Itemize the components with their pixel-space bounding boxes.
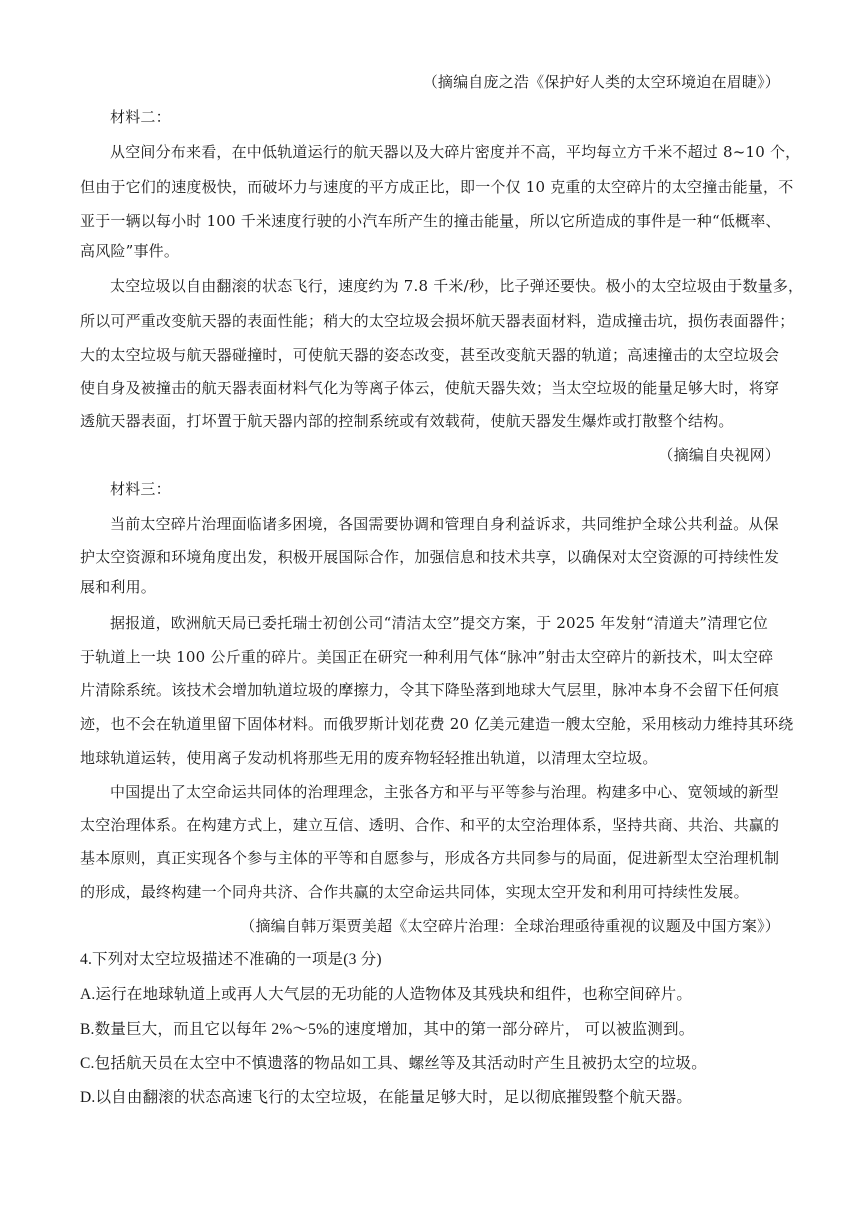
text-line: 当前太空碎片治理面临诸多困境，各国需要协调和管理自身利益诉求，共同维护全球公共利益。从保 bbox=[110, 515, 779, 533]
text-line: 地球轨道运转，使用离子发动机将那些无用的废弃物轻轻推出轨道，以清理太空垃圾。 bbox=[80, 749, 658, 767]
text-line: 所以可严重改变航天器的表面性能；稍大的太空垃圾会损坏航天器表面材料，造成撞击坑，损伤表面器件； bbox=[80, 312, 795, 330]
source-citation-2: （摘编自央视网） bbox=[658, 446, 780, 464]
text-line: 护太空资源和环境角度出发，积极开展国际合作，加强信息和技术共享，以确保对太空资源的可持续性发 bbox=[80, 548, 780, 566]
option-d: D.以自由翻滚的状态高速飞行的太空垃圾，在能量足够大时，足以彻底摧毁整个航天器。 bbox=[80, 1089, 693, 1106]
text-line: 使自身及被撞击的航天器表面材料气化为等离子体云，使航天器失效；当太空垃圾的能量足够大时，将穿 bbox=[80, 379, 780, 397]
question-stem: 4.下列对太空垃圾描述不准确的一项是(3 分) bbox=[80, 951, 382, 968]
text-line: 展和利用。 bbox=[80, 578, 157, 596]
text-line: 基本原则，真正实现各个参与主体的平等和自愿参与，形成各方共同参与的局面，促进新型太空治理机制 bbox=[80, 849, 780, 867]
source-citation-1: （摘编自庞之浩《保护好人类的太空环境迫在眉睫》） bbox=[422, 73, 780, 91]
text-line: 太空垃圾以自由翻滚的状态飞行，速度约为 7.8 千米/秒，比子弹还要快。极小的太空垃圾由于数量多， bbox=[110, 277, 804, 295]
text-line: 从空间分布来看，在中低轨道运行的航天器以及大碎片密度并不高，平均每立方千米不超过 8~10 个， bbox=[110, 143, 801, 161]
text-line: 但由于它们的速度极快，而破坏力与速度的平方成正比，即一个仅 10 克重的太空碎片的太空撞击能量，不 bbox=[80, 178, 794, 196]
text-line: 迹，也不会在轨道里留下固体材料。而俄罗斯计划花费 20 亿美元建造一艘太空舱，采用核动力维持其环绕 bbox=[80, 715, 794, 733]
option-a: A.运行在地球轨道上或再人大气层的无功能的人造物体及其残块和组件，也称空间碎片。 bbox=[80, 986, 693, 1003]
text-line: 太空治理体系。在构建方式上，建立互信、透明、合作、和平的太空治理体系，坚持共商、共治、共赢的 bbox=[80, 816, 780, 834]
material2-heading: 材料二： bbox=[110, 108, 171, 126]
text-line: 的形成，最终构建一个同舟共济、合作共赢的太空命运共同体，实现太空开发和利用可持续性发展。 bbox=[80, 883, 749, 901]
text-line: 片清除系统。该技术会增加轨道垃圾的摩擦力，令其下降坠落到地球大气层里，脉冲本身不会留下任何痕 bbox=[80, 681, 780, 699]
material3-heading: 材料三： bbox=[110, 480, 171, 498]
option-c: C.包括航天员在太空中不慎遗落的物品如工具、螺丝等及其活动时产生且被扔太空的垃圾。 bbox=[80, 1055, 707, 1072]
option-b: B.数量巨大，而且它以每年 2%～5%的速度增加，其中的第一部分碎片， 可以被监测到。 bbox=[80, 1021, 695, 1038]
text-line: 据报道，欧洲航天局已委托瑞士初创公司“清洁太空”提交方案，于 2025 年发射“清道夫”清理它位 bbox=[110, 614, 768, 632]
text-line: 大的太空垃圾与航天器碰撞时，可使航天器的姿态改变，甚至改变航天器的轨道；高速撞击的太空垃圾会 bbox=[80, 346, 780, 364]
text-line: 于轨道上一块 100 公斤重的碎片。美国正在研究一种利用气体“脉冲”射击太空碎片的新技术，叫太空碎 bbox=[80, 648, 774, 666]
source-citation-3: （摘编自韩万渠贾美超《太空碎片治理：全球治理亟待重视的议题及中国方案》） bbox=[240, 917, 780, 935]
text-line: 中国提出了太空命运共同体的治理理念，主张各方和平与平等参与治理。构建多中心、宽领域的新型 bbox=[110, 783, 779, 801]
text-line: 高风险”事件。 bbox=[80, 242, 180, 260]
text-line: 透航天器表面，打坏置于航天器内部的控制系统或有效载荷，使航天器发生爆炸或打散整个结构。 bbox=[80, 412, 734, 430]
text-line: 亚于一辆以每小时 100 千米速度行驶的小汽车所产生的撞击能量，所以它所造成的事件是一种“低概率、 bbox=[80, 212, 781, 230]
